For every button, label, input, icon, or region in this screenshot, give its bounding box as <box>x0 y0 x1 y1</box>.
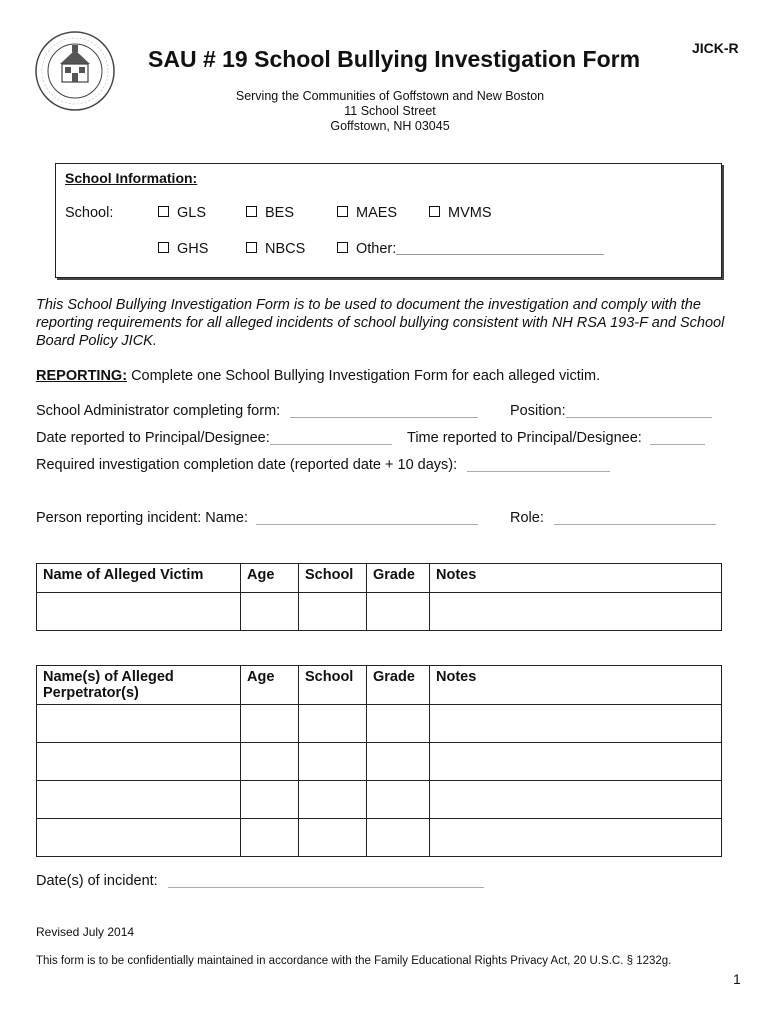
other-school-field[interactable] <box>396 242 604 255</box>
perp-cell[interactable] <box>37 781 241 819</box>
completion-label: Required investigation completion date (reported date + 10 days): <box>36 457 458 473</box>
perp-cell[interactable] <box>241 819 299 857</box>
revised-note: Revised July 2014 <box>36 925 135 939</box>
incident-dates-label: Date(s) of incident: <box>36 873 158 889</box>
admin-label: School Administrator completing form: <box>36 403 281 419</box>
victim-name-cell[interactable] <box>37 593 241 631</box>
table-header-row <box>37 564 722 593</box>
perp-cell[interactable] <box>367 819 430 857</box>
victim-notes-cell[interactable] <box>430 593 722 631</box>
checkbox-icon <box>158 242 169 253</box>
perp-cell[interactable] <box>299 819 367 857</box>
address-line-2: 11 School Street <box>344 104 436 118</box>
checkbox-nbcs[interactable]: NBCS <box>246 241 305 257</box>
page-number: 1 <box>733 971 741 987</box>
position-field[interactable] <box>566 405 712 418</box>
perp-cell[interactable] <box>241 743 299 781</box>
incident-dates-line <box>36 873 484 889</box>
date-reported-label: Date reported to Principal/Designee: <box>36 430 270 446</box>
confidentiality-note: This form is to be confidentially maintained in accordance with the Family Educational Rights Privacy Act, 20 U.S.C. § 1232g. <box>36 955 672 967</box>
incident-dates-field[interactable] <box>168 875 484 888</box>
reporter-line <box>36 510 478 526</box>
date-reported-field[interactable] <box>270 432 392 445</box>
time-reported-label: Time reported to Principal/Designee: <box>407 430 642 446</box>
table-row <box>37 781 722 819</box>
reporting-text: Complete one School Bullying Investigation Form for each alleged victim. <box>131 368 601 384</box>
role-field[interactable] <box>554 512 716 525</box>
admin-field[interactable] <box>290 405 478 418</box>
position-line <box>510 403 712 419</box>
perp-school-header: School <box>299 666 367 705</box>
role-line <box>510 510 716 526</box>
victim-age-cell[interactable] <box>241 593 299 631</box>
perp-cell[interactable] <box>430 743 722 781</box>
reporter-label: Person reporting incident: Name: <box>36 510 248 526</box>
checkbox-icon <box>246 242 257 253</box>
date-reported-line <box>36 430 392 446</box>
checkbox-maes[interactable]: MAES <box>337 205 397 221</box>
checkbox-icon <box>337 242 348 253</box>
victim-name-header: Name of Alleged Victim <box>37 564 241 593</box>
checkbox-icon <box>158 206 169 217</box>
perp-cell[interactable] <box>430 819 722 857</box>
schoolhouse-icon <box>34 30 116 112</box>
perp-cell[interactable] <box>37 819 241 857</box>
reporting-label: REPORTING: <box>36 368 128 384</box>
table-row <box>37 743 722 781</box>
victim-age-header: Age <box>241 564 299 593</box>
checkbox-ghs[interactable]: GHS <box>158 241 208 257</box>
reporter-name-field[interactable] <box>256 512 478 525</box>
role-label: Role: <box>510 510 544 526</box>
perp-notes-header: Notes <box>430 666 722 705</box>
school-info-box <box>55 163 722 278</box>
victim-table <box>36 563 722 631</box>
victim-grade-header: Grade <box>367 564 430 593</box>
completion-field[interactable] <box>467 459 610 472</box>
perp-cell[interactable] <box>241 781 299 819</box>
perpetrator-table <box>36 665 722 857</box>
table-row <box>37 819 722 857</box>
perp-cell[interactable] <box>241 705 299 743</box>
checkbox-icon <box>246 206 257 217</box>
table-row <box>37 593 722 631</box>
school-label: School: <box>65 205 114 221</box>
perp-cell[interactable] <box>430 705 722 743</box>
address-line-3: Goffstown, NH 03045 <box>330 119 450 133</box>
time-reported-field[interactable] <box>650 432 705 445</box>
school-info-heading: School Information: <box>65 170 198 186</box>
perp-name-header: Name(s) of Alleged Perpetrator(s) <box>37 666 241 705</box>
checkbox-mvms[interactable]: MVMS <box>429 205 492 221</box>
checkbox-bes[interactable]: BES <box>246 205 294 221</box>
completion-line <box>36 457 610 473</box>
perp-cell[interactable] <box>299 705 367 743</box>
perp-grade-header: Grade <box>367 666 430 705</box>
address-line-1: Serving the Communities of Goffstown and New Boston <box>235 89 545 103</box>
victim-school-header: School <box>299 564 367 593</box>
perp-cell[interactable] <box>37 705 241 743</box>
checkbox-other[interactable]: Other: <box>337 241 604 257</box>
victim-notes-header: Notes <box>430 564 722 593</box>
position-label: Position: <box>510 403 566 419</box>
victim-school-cell[interactable] <box>299 593 367 631</box>
perp-cell[interactable] <box>367 781 430 819</box>
admin-line <box>36 403 478 419</box>
intro-text: This School Bullying Investigation Form is to be used to document the investigation and comply with the reporting requirements for all alleged incidents of school bullying consistent with NH RSA 193-F and School Board Policy JICK. <box>36 297 725 349</box>
policy-code: JICK-R <box>692 40 739 56</box>
perp-cell[interactable] <box>37 743 241 781</box>
perp-cell[interactable] <box>367 705 430 743</box>
checkbox-icon <box>337 206 348 217</box>
reporting-line <box>36 368 600 384</box>
perp-cell[interactable] <box>430 781 722 819</box>
form-title: SAU # 19 School Bullying Investigation Form <box>148 46 641 72</box>
table-row <box>37 705 722 743</box>
checkbox-gls[interactable]: GLS <box>158 205 206 221</box>
perp-age-header: Age <box>241 666 299 705</box>
perp-cell[interactable] <box>299 743 367 781</box>
perp-cell[interactable] <box>367 743 430 781</box>
time-reported-line <box>407 430 705 446</box>
checkbox-icon <box>429 206 440 217</box>
district-logo <box>34 30 116 112</box>
victim-grade-cell[interactable] <box>367 593 430 631</box>
table-header-row <box>37 666 722 705</box>
perp-cell[interactable] <box>299 781 367 819</box>
